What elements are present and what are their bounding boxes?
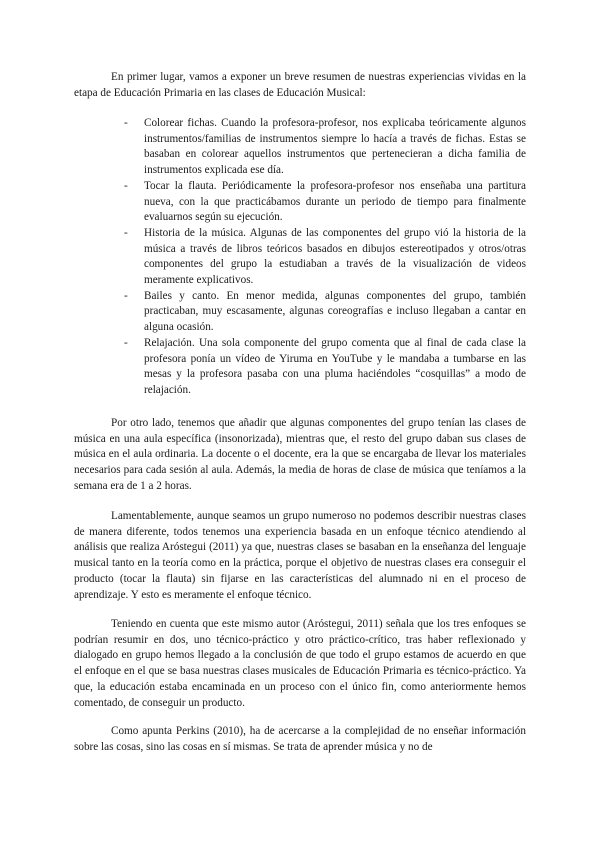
list-item-text: Bailes y canto. En menor medida, algunas componentes del grupo, también practicaban, muy escasamente, algunas coreografías e incluso llegaban a cantar en alguna ocasión. — [144, 289, 526, 334]
list-item — [124, 289, 526, 336]
list-item — [124, 179, 526, 226]
bullet-dash: - — [124, 117, 128, 129]
paragraph-perkins: Como apunta Perkins (2010), ha de acercarse a la complejidad de no enseñar información sobre las cosas, sino las cosas en sí mismas. Se trata de aprender música y no de — [74, 725, 526, 753]
list-item-text: Colorear fichas. Cuando la profesora-profesor, nos explicaba teóricamente algunos instrumentos/familias de instrumentos siempre lo hacía a través de fichas. Estas se basaban en colorear aquellos instrumentos que pertenecieran a dicha familia de instrumentos explicada ese día. — [144, 117, 526, 177]
intro-paragraph: En primer lugar, vamos a exponer un breve resumen de nuestras experiencias vividas en la etapa de Educación Primaria en las clases de Educación Musical: — [74, 71, 526, 99]
list-item-text: Tocar la flauta. Periódicamente la profesora-profesor nos enseñaba una partitura nueva, con la que practicábamos durante un periodo de tiempo para finalmente evaluarnos según su ejecución. — [144, 179, 526, 224]
paragraph-arostegui: Teniendo en cuenta que este mismo autor (Aróstegui, 2011) señala que los tres enfoques se podrían resumir en dos, uno técnico-práctico y otro práctico-crítico, tras haber reflexionado y dialogado en grupo hemos llegado a la conclusión de que todo el grupo estamos de acuerdo en que el enfoque en el que se basa nuestras clases musicales de Educación Primaria es técnico-práctico. Ya que, la educación estaba encaminada en un proceso con el único fin, como anteriormente hemos comentado, de conseguir un producto. — [74, 618, 526, 709]
list-item-text: Historia de la música. Algunas de las componentes del grupo vió la historia de la música a través de libros teóricos basados en dibujos estereotipados y otros/otras componentes del grupo la estudiaban a través de la visualización de videos meramente explicativos. — [144, 226, 526, 287]
list-item-text: Relajación. Una sola componente del grupo comenta que al final de cada clase la profesora ponía un vídeo de Yiruma en YouTube y le mandaba a tumbarse en las mesas y la profesora pasaba con una pluma haciéndoles “cosquillas” a modo de relajación. — [144, 336, 526, 396]
list-item — [124, 226, 526, 289]
bullet-dash: - — [124, 289, 128, 302]
paragraph-technical-approach: Lamentablemente, aunque seamos un grupo numeroso no podemos describir nuestras clases de manera diferente, todos tenemos una experiencia basada en un enfoque técnico atendiendo al análisis que realiza Aróstegui (2011) ya que, nuestras clases se basaban en la enseñanza del lenguaje musical tanto en la teoría como en la práctica, porque el objetivo de nuestras clases era conseguir el producto (tocar la flauta) sin fijarse en las características del alumnado ni en el proceso de aprendizaje. Y esto es meramente el enfoque técnico. — [74, 510, 526, 601]
bullet-dash: - — [124, 336, 128, 349]
bullet-dash: - — [124, 179, 128, 192]
list-item — [124, 336, 526, 399]
paragraph-classroom: Por otro lado, tenemos que añadir que algunas componentes del grupo tenían las clases de música en una aula específica (insonorizada), mientras que, el resto del grupo daban sus clases de música en el aula ordinaria. La docente o el docente, era la que se encargaba de llevar los materiales necesarios para cada sesión al aula. Además, la media de horas de clase de música que teníamos a la semana era de 1 a 2 horas. — [74, 417, 526, 492]
bullet-dash: - — [124, 226, 128, 239]
experience-list — [124, 116, 526, 399]
list-item — [124, 116, 526, 179]
